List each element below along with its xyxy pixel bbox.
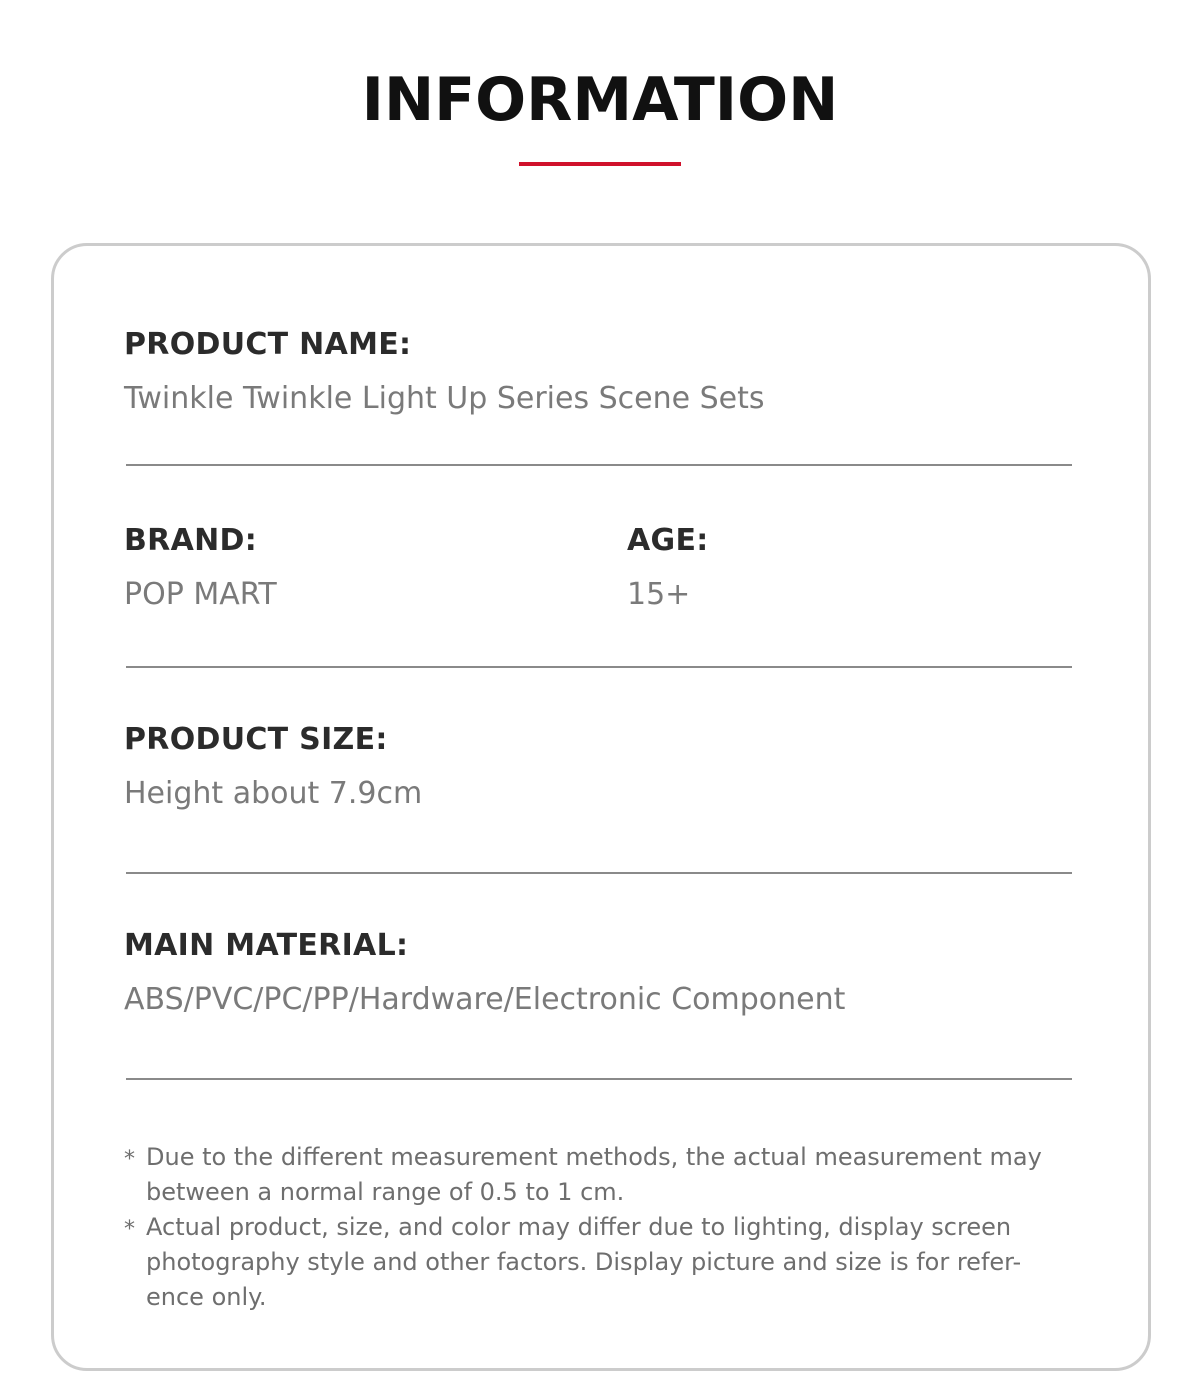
disclaimer-notes bbox=[124, 1140, 1074, 1315]
age-value: 15+ bbox=[627, 577, 691, 612]
brand-label: BRAND: bbox=[124, 523, 257, 558]
disclaimer-note-text: Actual product, size, and color may differ due to lighting, display screen photography style and other factors. Display picture and size is for refer- ence only. bbox=[146, 1213, 1022, 1311]
divider bbox=[126, 464, 1072, 466]
divider bbox=[126, 872, 1072, 874]
title-underline bbox=[519, 162, 681, 166]
product-name-value: Twinkle Twinkle Light Up Series Scene Sets bbox=[124, 381, 765, 416]
age-field bbox=[627, 523, 709, 613]
main-material-field bbox=[124, 928, 845, 1018]
main-material-label: MAIN MATERIAL: bbox=[124, 928, 409, 963]
main-material-value: ABS/PVC/PC/PP/Hardware/Electronic Component bbox=[124, 982, 846, 1017]
age-label: AGE: bbox=[627, 523, 709, 558]
product-name-label: PRODUCT NAME: bbox=[124, 327, 412, 362]
disclaimer-note bbox=[124, 1140, 1074, 1210]
product-name-field bbox=[124, 327, 765, 417]
brand-value: POP MART bbox=[124, 577, 277, 612]
product-size-field bbox=[124, 722, 422, 812]
page-title: INFORMATION bbox=[361, 65, 839, 135]
disclaimer-note-text: Due to the different measurement methods, the actual measurement may between a normal range of 0.5 to 1 cm. bbox=[146, 1143, 1042, 1206]
asterisk-icon: * bbox=[124, 1147, 135, 1172]
product-size-value: Height about 7.9cm bbox=[124, 776, 423, 811]
product-size-label: PRODUCT SIZE: bbox=[124, 722, 388, 757]
brand-field bbox=[124, 523, 277, 613]
divider bbox=[126, 1078, 1072, 1080]
disclaimer-note bbox=[124, 1210, 1074, 1315]
divider bbox=[126, 666, 1072, 668]
asterisk-icon: * bbox=[124, 1217, 135, 1242]
